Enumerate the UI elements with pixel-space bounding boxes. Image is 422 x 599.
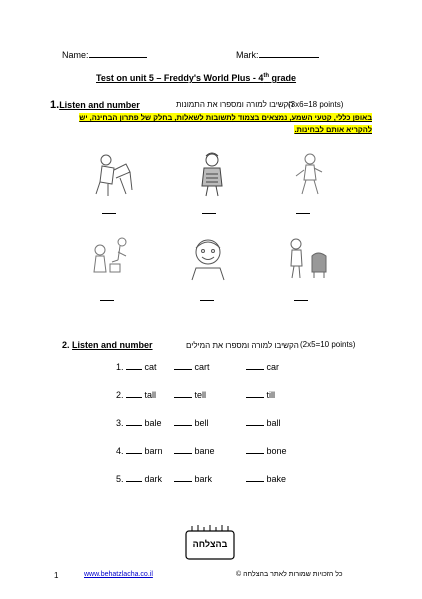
logo-text: בהצלחה (192, 539, 228, 549)
footer-copyright: כל הזכויות שמורות לאתר בהצלחה © (236, 571, 343, 578)
number-blank[interactable] (174, 369, 192, 370)
section1-note: באופן כללי, קטעי השמע, נמצאים בצמוד לתשובות לשאלות, בחלק של פתרון הבחינה, יש (79, 113, 372, 122)
number-blank[interactable] (126, 425, 142, 426)
number-blank[interactable] (126, 453, 142, 454)
boy-with-chair-icon (86, 150, 138, 198)
number-blank[interactable] (246, 425, 264, 426)
number-blank[interactable] (174, 397, 192, 398)
section2-points: (2x5=10 points) (300, 340, 356, 349)
number-blank[interactable] (174, 453, 192, 454)
mark-blank[interactable] (259, 57, 319, 58)
footer-link[interactable]: www.behatzlacha.co.il (84, 571, 153, 578)
site-logo (182, 523, 238, 563)
answer-line-5[interactable] (200, 300, 214, 301)
word-row-5: 5. dark bark bake (116, 474, 287, 484)
mark-label: Mark: (236, 50, 259, 60)
answer-line-1[interactable] (102, 213, 116, 214)
boy-eating-icon (186, 150, 238, 198)
section1-hebrew-instruction: הקשיבו למורה ומספרו את התמונות (176, 100, 294, 109)
section1-points: (3x6=18 points) (288, 100, 344, 109)
girl-running-icon (284, 150, 336, 198)
number-blank[interactable] (246, 397, 264, 398)
word-row-2: 2. tall tell till (116, 390, 276, 400)
name-label: Name: (62, 50, 89, 60)
page-title: Test on unit 5 – Freddy's World Plus - 4th grade (96, 73, 297, 83)
boy-with-dog-icon (282, 234, 334, 282)
answer-line-2[interactable] (202, 213, 216, 214)
number-blank[interactable] (126, 481, 142, 482)
answer-line-6[interactable] (294, 300, 308, 301)
number-blank[interactable] (246, 481, 264, 482)
mark-field (236, 50, 319, 60)
name-blank[interactable] (89, 57, 147, 58)
answer-line-4[interactable] (100, 300, 114, 301)
number-blank[interactable] (126, 369, 142, 370)
word-row-1: 1. cat cart car (116, 362, 280, 372)
section2-heading: 2. Listen and number (62, 340, 153, 350)
word-row-3: 3. bale bell ball (116, 418, 281, 428)
section1-note-line2: להקריא אותם לבחינות. (294, 125, 372, 134)
name-field (62, 50, 147, 60)
answer-line-3[interactable] (296, 213, 310, 214)
girl-with-bag-icon (84, 234, 136, 282)
word-row-4: 4. barn bane bone (116, 446, 287, 456)
number-blank[interactable] (174, 425, 192, 426)
smiling-boy-icon (182, 234, 234, 282)
page-number: 1 (54, 571, 59, 580)
number-blank[interactable] (246, 369, 264, 370)
number-blank[interactable] (126, 397, 142, 398)
number-blank[interactable] (246, 453, 264, 454)
section2-hebrew-instruction: הקשיבו למורה ומספרו את המילים (186, 341, 299, 350)
section1-heading: 1.Listen and number (50, 99, 140, 111)
number-blank[interactable] (174, 481, 192, 482)
